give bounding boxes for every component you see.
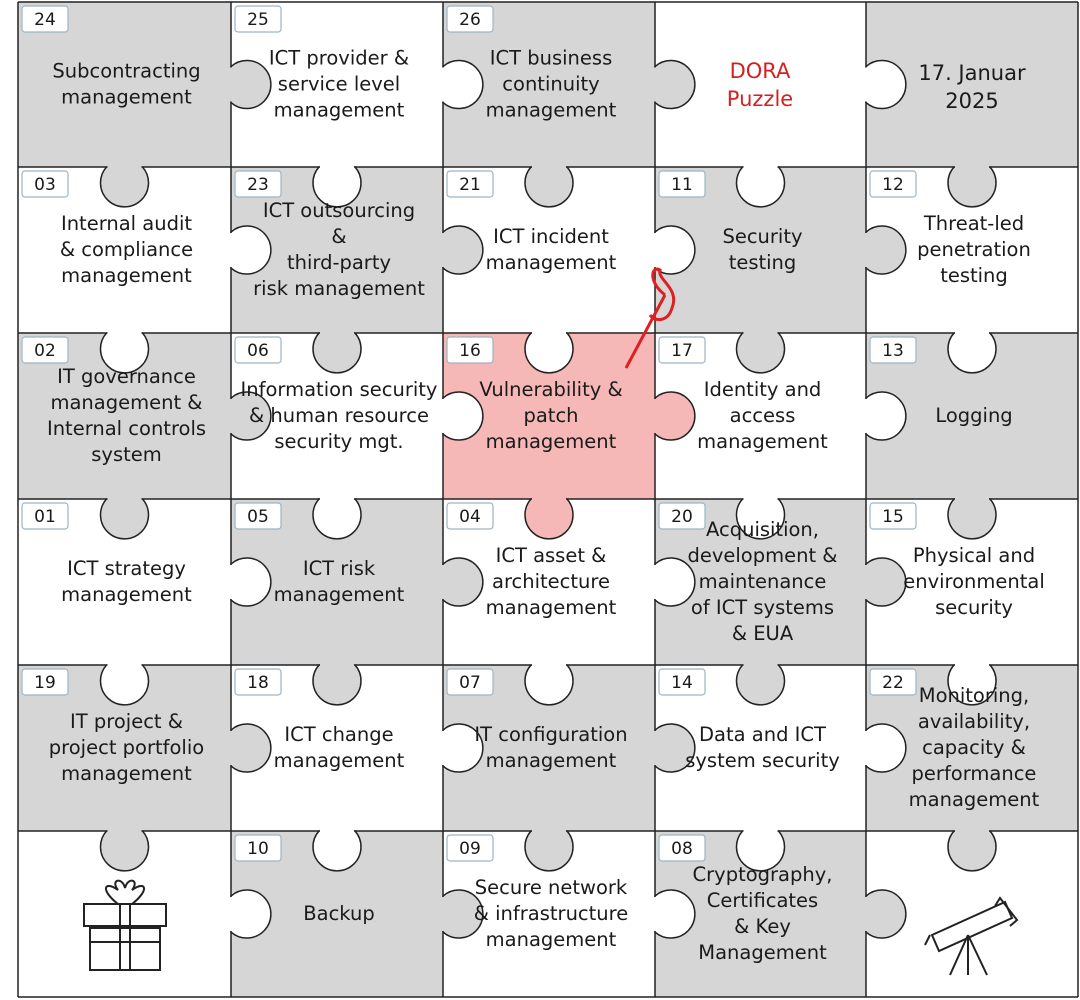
cell-label-line: patch (523, 404, 579, 427)
cell-label-line: management (485, 749, 617, 772)
cell-label-line: testing (728, 251, 797, 274)
cell-label-line: ICT business (489, 46, 613, 70)
cell-number: 09 (459, 839, 481, 859)
puzzle-knob (948, 333, 996, 373)
cell-label-line: service level (277, 72, 401, 96)
cell-number: 03 (34, 175, 56, 195)
cell-label-line: of ICT systems (690, 596, 835, 619)
cell-label-line: ICT provider & (268, 46, 410, 70)
cell-label-line: third-party (286, 251, 392, 274)
cell-number: 22 (882, 673, 904, 693)
cell-number: 25 (247, 10, 269, 30)
cell-label-line: Data and ICT (699, 723, 826, 746)
puzzle-knob (443, 226, 483, 274)
cell-number: 01 (34, 507, 56, 527)
puzzle-knob (655, 61, 695, 109)
cell-number: 19 (34, 673, 56, 693)
cell-number: 16 (459, 341, 481, 361)
puzzle-knob (231, 724, 271, 772)
cell-number: 23 (247, 175, 269, 195)
cell-label-line: Acquisition, (705, 518, 820, 541)
cell-label-line: environmental (903, 570, 1045, 593)
cell-label-line: management (61, 762, 192, 785)
date-line-2: 2025 (945, 89, 999, 113)
cell-label-line: security mgt. (274, 430, 404, 453)
puzzle-knob (866, 724, 906, 772)
cell-label-line: & infrastructure (473, 902, 629, 925)
cell-label-line: & (331, 225, 347, 248)
cell-label-line: & human resource (249, 404, 429, 427)
cell-label-line: architecture (492, 570, 610, 593)
cell-number: 21 (459, 175, 481, 195)
cell-number: 15 (882, 507, 904, 527)
cell-label-line: management (61, 583, 192, 606)
cell-label-line: Information security (240, 378, 438, 401)
puzzle-knob (948, 167, 996, 207)
puzzle-knob (866, 558, 906, 606)
date-line-1: 17. Januar (918, 61, 1026, 85)
puzzle-knob (866, 226, 906, 274)
puzzle-knob (231, 558, 271, 606)
cell-label-line: & Key (734, 915, 791, 938)
cell-label-line: management (485, 928, 617, 951)
cell-label-line: management (61, 85, 192, 109)
cell-label-line: ICT incident (493, 225, 609, 248)
cell-label-line: & EUA (731, 622, 794, 645)
puzzle-knob (313, 831, 361, 871)
cell-label-line: management (273, 98, 405, 122)
cell-label-line: performance (911, 762, 1037, 785)
cell-label-line: Vulnerability & (479, 378, 623, 401)
cell-label-line: management (485, 98, 617, 122)
puzzle-knob (655, 226, 695, 274)
cell-label-line: system (91, 443, 162, 466)
cell-number: 20 (671, 507, 693, 527)
cell-label-line: continuity (502, 72, 600, 96)
cell-label-line: management (908, 788, 1040, 811)
cell-label-line: development & (687, 544, 838, 567)
cell-label-line: Internal controls (46, 417, 207, 440)
puzzle-knob (866, 61, 906, 109)
cell-label-line: Internal audit (60, 212, 193, 235)
cell-number: 11 (671, 175, 693, 195)
cell-label-line: IT configuration (474, 723, 628, 746)
cell-label-line: Backup (303, 902, 375, 925)
cell-label-line: IT project & (70, 710, 183, 733)
cell-label-line: ICT change (284, 723, 394, 746)
cell-label-line: project portfolio (48, 736, 205, 759)
cell-number: 10 (247, 839, 269, 859)
cell-label-line: management (61, 264, 192, 287)
puzzle-knob (101, 167, 149, 207)
puzzle-knob (313, 665, 361, 705)
cell-number: 02 (34, 341, 56, 361)
cell-label-line: Security (722, 225, 803, 248)
puzzle-knob (525, 831, 573, 871)
puzzle-knob (948, 499, 996, 539)
cell-label-line: Monitoring, (918, 684, 1030, 707)
cell-label-line: Threat-led (923, 212, 1025, 235)
cell-label-line: management (485, 596, 617, 619)
cell-number: 17 (671, 341, 693, 361)
cell-label-line: availability, (917, 710, 1031, 733)
puzzle-knob (101, 831, 149, 871)
cell-label-line: management (273, 583, 405, 606)
puzzle-knob (443, 61, 483, 109)
puzzle-knob (948, 831, 996, 871)
puzzle-knob (525, 665, 573, 705)
title-line-1: DORA (729, 59, 791, 83)
cell-label-line: ICT strategy (67, 557, 186, 580)
cell-label-line: management (697, 430, 828, 453)
cell-number: 06 (247, 341, 269, 361)
puzzle-knob (313, 333, 361, 373)
cell-label-line: Secure network (474, 876, 628, 899)
puzzle-knob (231, 226, 271, 274)
cell-number: 13 (882, 341, 904, 361)
cell-label-line: management & (50, 391, 203, 414)
cell-label-line: penetration (917, 238, 1031, 261)
cell-label-line: maintenance (698, 570, 827, 593)
cell-number: 07 (459, 673, 481, 693)
cell-label-line: ICT risk (302, 557, 376, 580)
cell-label-line: Physical and (912, 544, 1036, 567)
puzzle-knob (525, 167, 573, 207)
puzzle-knob (655, 890, 695, 938)
puzzle-knob (525, 333, 573, 373)
cell-label-line: IT governance (57, 365, 196, 388)
cell-label-line: management (485, 251, 617, 274)
cell-label-line: Logging (935, 404, 1013, 427)
cell-number: 26 (459, 10, 481, 30)
cell-label-line: security (935, 596, 1013, 619)
cell-number: 05 (247, 507, 269, 527)
cell-label-line: management (485, 430, 617, 453)
cell-label-line: management (273, 749, 405, 772)
puzzle-knob (525, 499, 573, 539)
puzzle-knob (866, 890, 906, 938)
cell-label-line: & compliance (59, 238, 194, 261)
cell-number: 12 (882, 175, 904, 195)
cell-label-line: testing (940, 264, 1008, 287)
cell-label-line: capacity & (922, 736, 1026, 759)
puzzle-knob (736, 665, 784, 705)
puzzle-knob (443, 392, 483, 440)
cell-number: 14 (671, 673, 693, 693)
cell-label-line: Cryptography, (692, 863, 833, 886)
cell-number: 18 (247, 673, 269, 693)
cell-label-line: Certificates (706, 889, 819, 912)
puzzle-knob (101, 665, 149, 705)
cell-label-line: Management (698, 941, 827, 964)
puzzle-knob (736, 167, 784, 207)
puzzle-knob (443, 558, 483, 606)
puzzle-knob (866, 392, 906, 440)
cell-label-line: Identity and (703, 378, 822, 401)
puzzle-knob (231, 890, 271, 938)
cell-label-line: Subcontracting (52, 59, 201, 83)
cell-number: 08 (671, 839, 693, 859)
cell-label-line: risk management (253, 277, 425, 300)
puzzle-knob (101, 499, 149, 539)
puzzle-knob (736, 333, 784, 373)
puzzle-knob (231, 61, 271, 109)
puzzle-knob (655, 392, 695, 440)
cell-label-line: ICT asset & (495, 544, 607, 567)
title-line-2: Puzzle (726, 87, 794, 111)
cell-label-line: access (729, 404, 796, 427)
cell-number: 24 (34, 10, 56, 30)
puzzle-knob (313, 499, 361, 539)
cell-label-line: ICT outsourcing (262, 199, 416, 222)
cell-number: 04 (459, 507, 481, 527)
cell-label-line: system security (685, 749, 840, 772)
